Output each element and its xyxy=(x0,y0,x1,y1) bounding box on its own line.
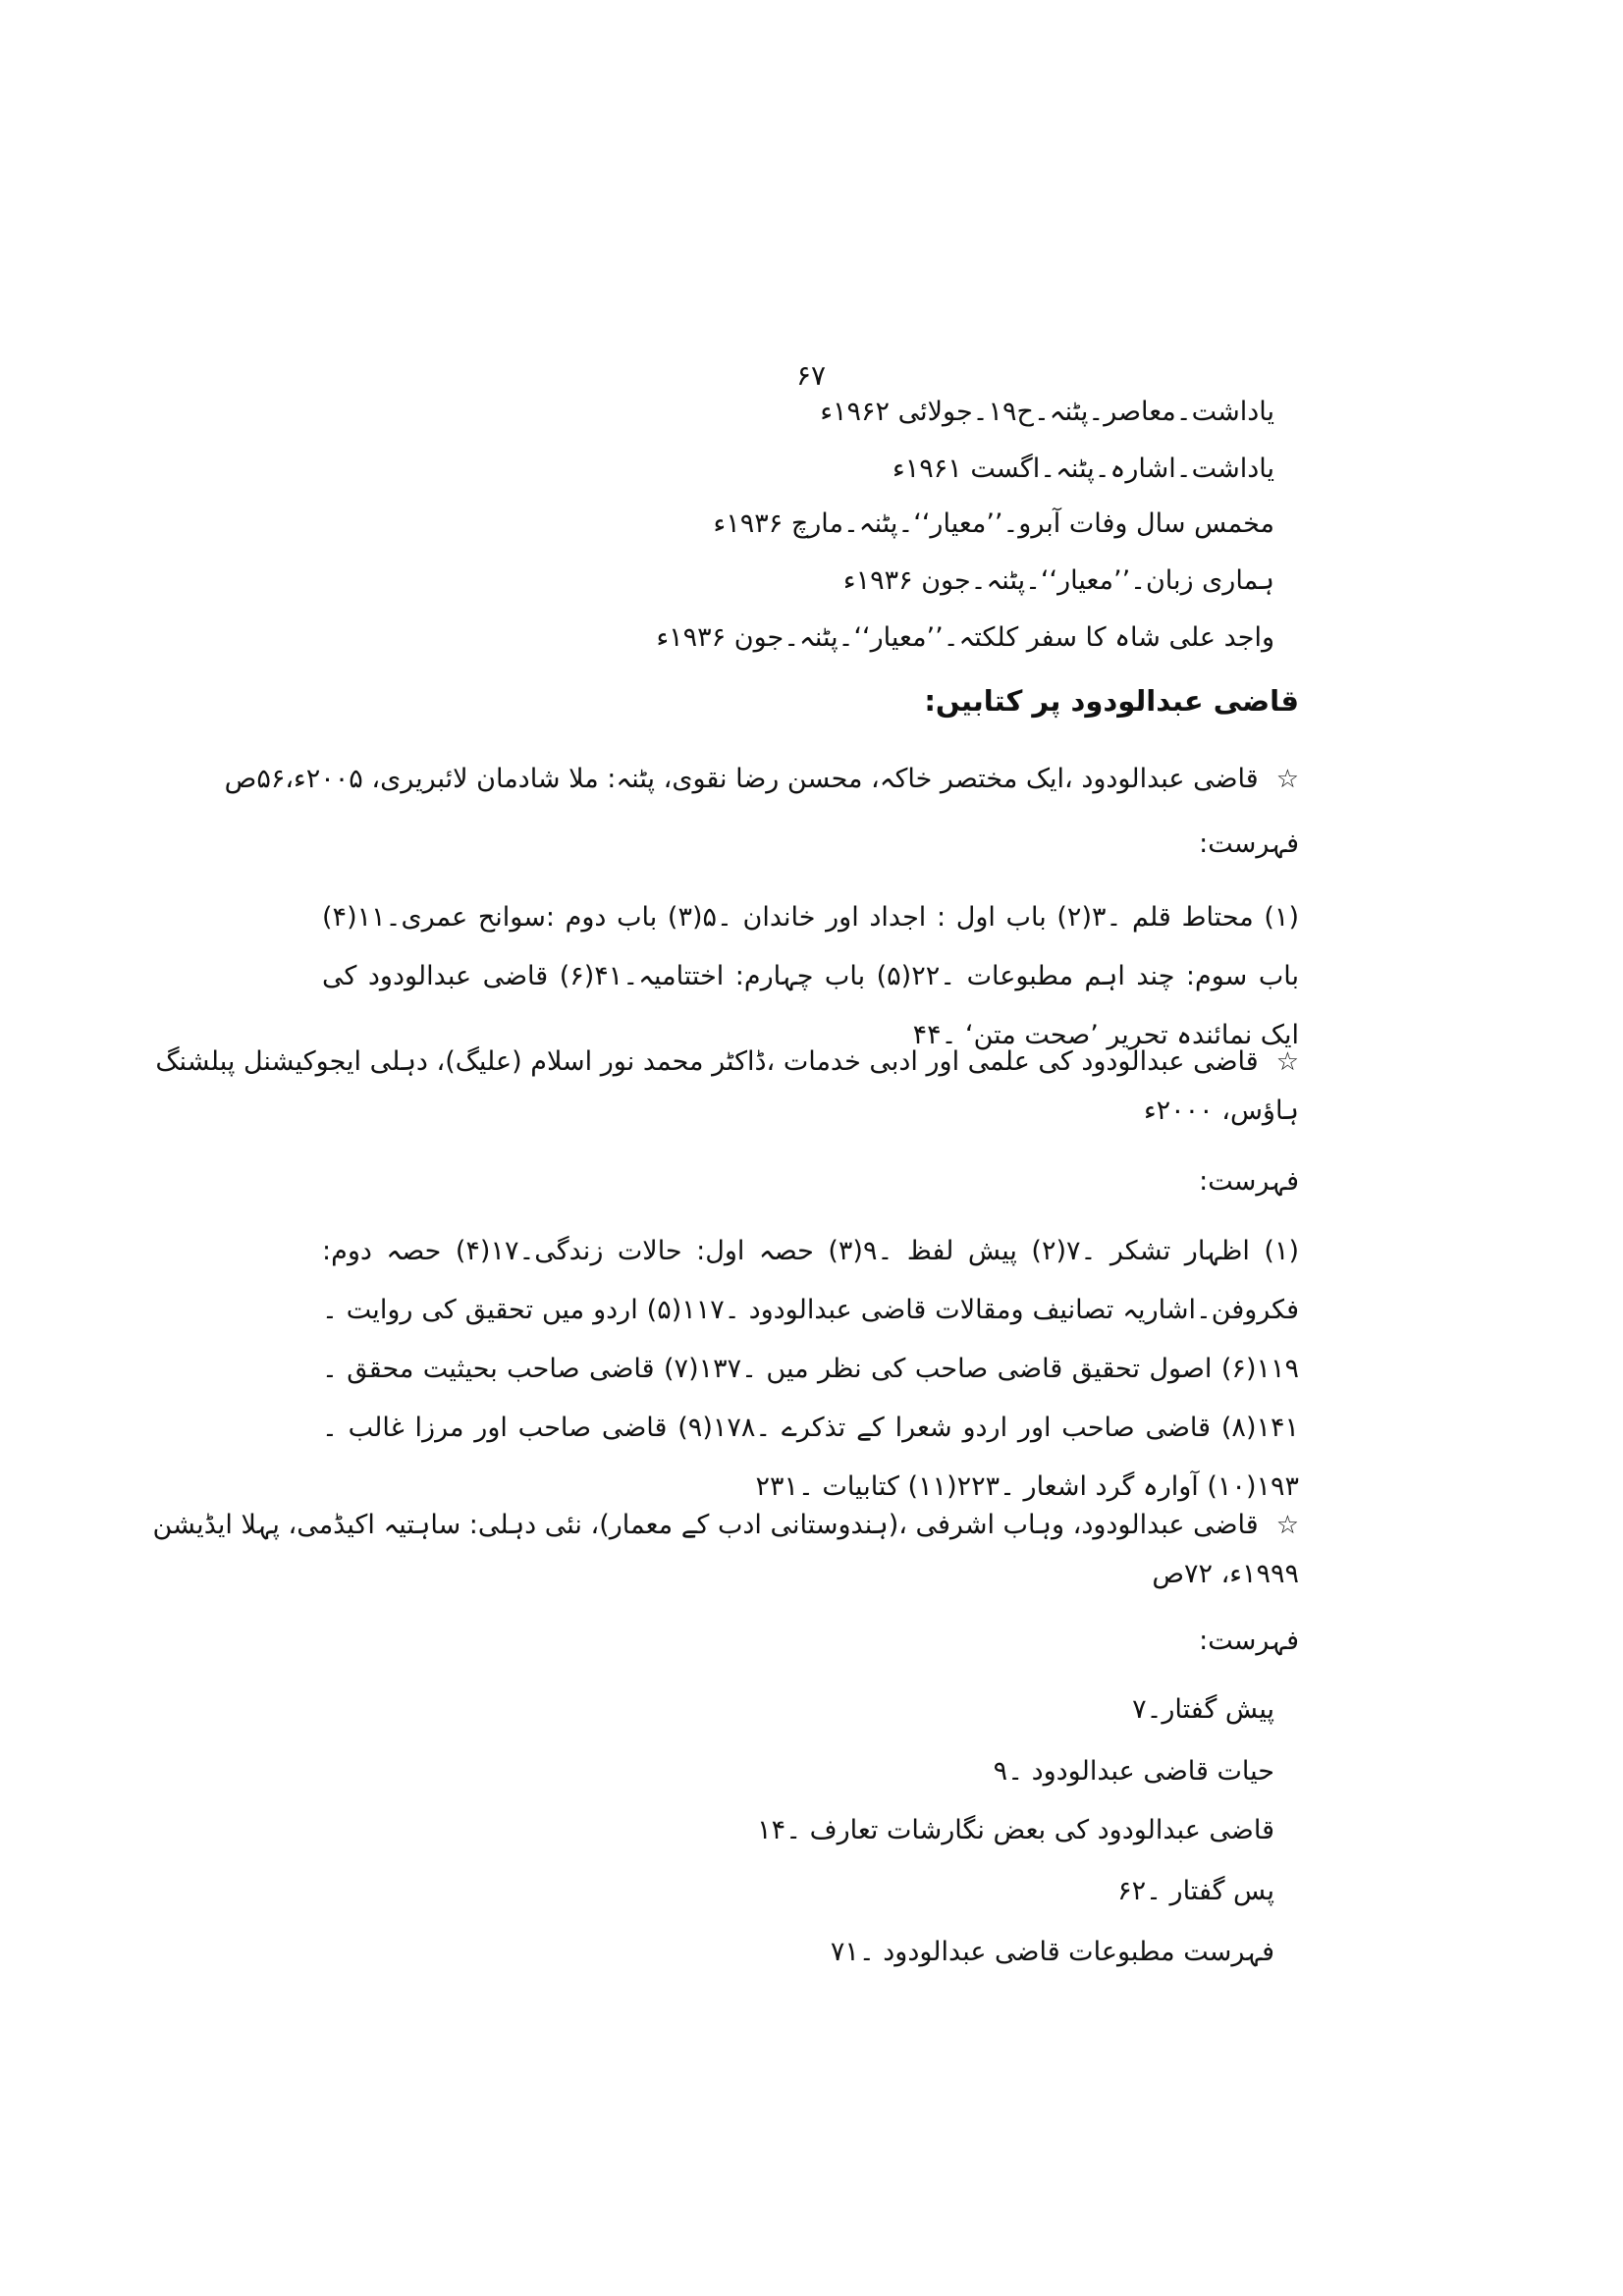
reference-line: مخمس سال وفات آبرو۔’’معیار‘‘۔پٹنہ۔مارچ ۱۹۳۶ء xyxy=(713,508,1274,539)
section-heading: قاضی عبدالودود پر کتابیں: xyxy=(924,684,1299,718)
book-title: قاضی عبدالودود ،ایک مختصر خاکہ، محسن رضا نقوی، پٹنہ: ملا شادمان لائبریری، ۲۰۰۵ء،۵۶ص xyxy=(224,764,1259,794)
contents-paragraph: (۱) اظہار تشکر ۔۷(۲) پیش لفظ ۔۹(۳) حصہ اول: حالات زندگی۔۱۷(۴) حصہ دوم: فکروفن۔اشاریہ تصانیف ومقالات قاضی عبدالودود ۔۱۱۷(۵) اردو میں تحقیق کی روایت ۔۱۱۹(۶) اصول تحقیق قاضی صاحب کی نظر میں ۔۱۳۷(۷) قاضی صاحب بحیثیت محقق ۔۱۴۱(۸) قاضی صاحب اور اردو شعرا کے تذکرے ۔۱۷۸(۹) قاضی صاحب اور مرزا غالب ۔۱۹۳(۱۰) آوارہ گرد اشعار ۔۲۲۳(۱۱) کتابیات ۔۲۳۱ xyxy=(322,1236,1300,1502)
book-title: قاضی عبدالودود، وہاب اشرفی ،(ہندوستانی ادب کے معمار)، نئی دہلی: ساہتیہ اکیڈمی، پہلا ایڈیشن xyxy=(152,1510,1259,1540)
contents-paragraph: (۱) محتاط قلم ۔۳(۲) باب اول : اجداد اور خاندان ۔۵(۳) باب دوم :سوانح عمری۔۱۱(۴) باب سوم: چند اہم مطبوعات ۔۲۲(۵) باب چہارم: اختتامیہ۔۴۱(۶) قاضی عبدالودود کی ایک نمائندہ تحریر ’صحت متن‘ ۔۴۴ xyxy=(322,902,1299,1050)
contents-item: حیات قاضی عبدالودود ۔۹ xyxy=(993,1756,1274,1787)
reference-line: یاداشت۔اشارہ۔پٹنہ۔اگست ۱۹۶۱ء xyxy=(893,454,1274,484)
book-entry xyxy=(153,1504,1299,1547)
reference-line: یاداشت۔معاصر۔پٹنہ۔ح۱۹۔جولائی ۱۹۶۲ء xyxy=(820,397,1274,427)
page-number: ۶۷ xyxy=(795,359,827,392)
contents-label: فہرست: xyxy=(1199,828,1299,859)
contents-item: پس گفتار ۔۶۲ xyxy=(1117,1876,1274,1906)
contents-item: فہرست مطبوعات قاضی عبدالودود ۔۷۱ xyxy=(830,1937,1274,1967)
reference-line: ہماری زبان۔’’معیار‘‘۔پٹنہ۔جون ۱۹۳۶ء xyxy=(842,565,1274,596)
reference-line: واجد علی شاہ کا سفر کلکتہ۔’’معیار‘‘۔پٹنہ۔جون ۱۹۳۶ء xyxy=(656,622,1274,653)
contents-label: فہرست: xyxy=(1199,1626,1299,1656)
contents-item: پیش گفتار۔۷ xyxy=(1132,1694,1274,1725)
star-bullet-icon: ☆ xyxy=(1275,1047,1299,1077)
book-entry xyxy=(225,758,1299,801)
book-entry xyxy=(155,1041,1299,1084)
star-bullet-icon: ☆ xyxy=(1275,765,1299,794)
star-bullet-icon: ☆ xyxy=(1275,1511,1299,1540)
contents-label: فہرست: xyxy=(1199,1166,1299,1197)
contents-item: قاضی عبدالودود کی بعض نگارشات تعارف ۔۱۴ xyxy=(757,1815,1274,1845)
book-title-continued: ہاؤس، ۲۰۰۰ء xyxy=(1143,1095,1299,1126)
book-title-continued: ۱۹۹۹ء، ۷۲ص xyxy=(1152,1559,1299,1589)
book-title: قاضی عبدالودود کی علمی اور ادبی خدمات ،ڈاکٹر محمد نور اسلام (علیگ)، دہلی ایجوکیشنل پبلشنگ xyxy=(155,1046,1259,1077)
